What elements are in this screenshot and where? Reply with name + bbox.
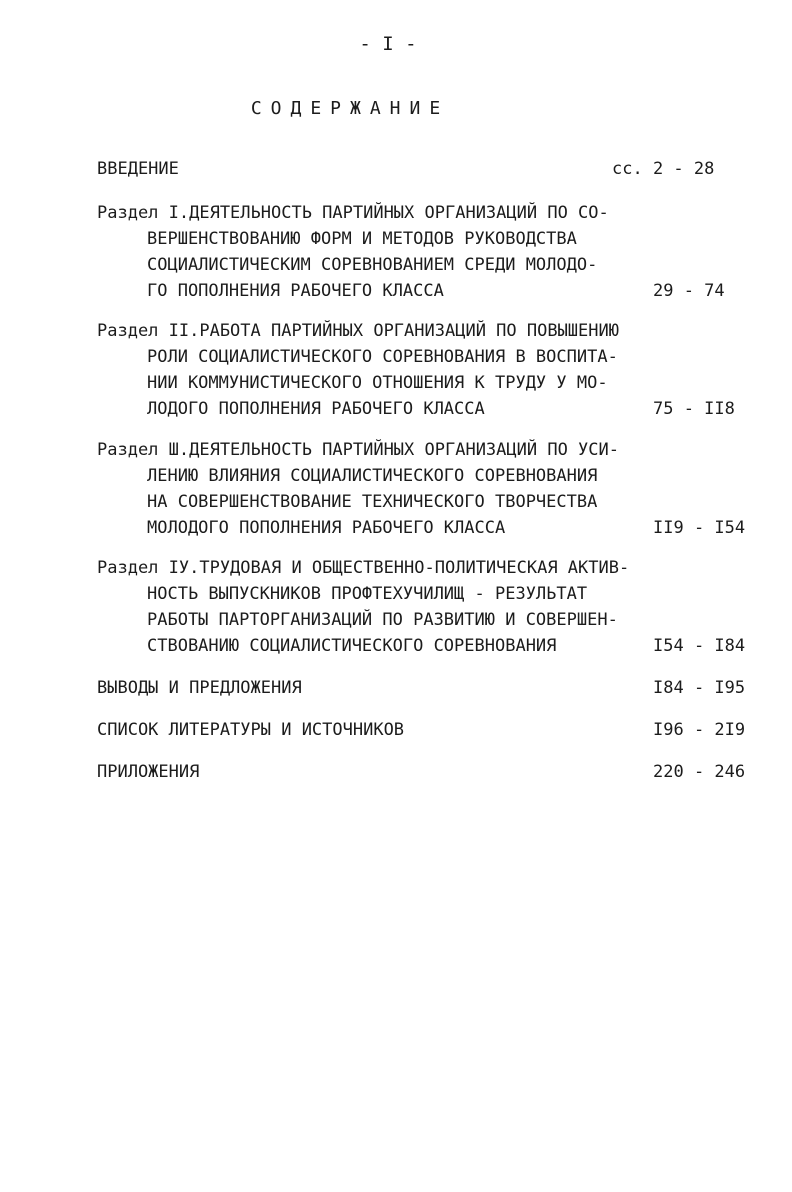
toc-entry-pages: I54 - I84 — [653, 636, 746, 656]
toc-entry-title-line: НА СОВЕРШЕНСТВОВАНИЕ ТЕХНИЧЕСКОГО ТВОРЧЕСТВА — [147, 492, 598, 512]
toc-entry-pages: 29 - 74 — [653, 281, 725, 301]
toc-entry-title-line: МОЛОДОГО ПОПОЛНЕНИЯ РАБОЧЕГО КЛАССА — [147, 518, 506, 538]
toc-entry-title-line: Раздел II.РАБОТА ПАРТИЙНЫХ ОРГАНИЗАЦИЙ ПО ПОВЫШЕНИЮ — [97, 321, 619, 341]
toc-entry-title-line: ГО ПОПОЛНЕНИЯ РАБОЧЕГО КЛАССА — [147, 281, 444, 301]
toc-entry-title-line: Раздел IУ.ТРУДОВАЯ И ОБЩЕСТВЕННО-ПОЛИТИЧЕСКАЯ АКТИВ- — [97, 558, 630, 578]
toc-entry-title-line: РОЛИ СОЦИАЛИСТИЧЕСКОГО СОРЕВНОВАНИЯ В ВОСПИТА- — [147, 347, 618, 367]
toc-entry-title-line: НОСТЬ ВЫПУСКНИКОВ ПРОФТЕХУЧИЛИЩ - РЕЗУЛЬТАТ — [147, 584, 588, 604]
toc-entry-pages: I84 - I95 — [653, 678, 746, 698]
toc-entry-pages: сс. 2 - 28 — [612, 159, 715, 179]
toc-entry-pages: II9 - I54 — [653, 518, 746, 538]
toc-entry-title-line: ПРИЛОЖЕНИЯ — [97, 762, 200, 782]
toc-entry-pages: 220 - 246 — [653, 762, 746, 782]
page-number: - I - — [359, 33, 417, 55]
toc-entry-title-line: ВЕРШЕНСТВОВАНИЮ ФОРМ И МЕТОДОВ РУКОВОДСТВА — [147, 229, 577, 249]
toc-entry-title-line: ВВЕДЕНИЕ — [97, 159, 179, 179]
toc-entry-title-line: СТВОВАНИЮ СОЦИАЛИСТИЧЕСКОГО СОРЕВНОВАНИЯ — [147, 636, 557, 656]
toc-entry-title-line: ЛОДОГО ПОПОЛНЕНИЯ РАБОЧЕГО КЛАССА — [147, 399, 485, 419]
toc-entry-title-line: Раздел I.ДЕЯТЕЛЬНОСТЬ ПАРТИЙНЫХ ОРГАНИЗАЦИЙ ПО СО- — [97, 203, 609, 223]
toc-entry-title-line: СОЦИАЛИСТИЧЕСКИМ СОРЕВНОВАНИЕМ СРЕДИ МОЛОДО- — [147, 255, 598, 275]
toc-entry-title-line: ВЫВОДЫ И ПРЕДЛОЖЕНИЯ — [97, 678, 302, 698]
toc-entry-pages: I96 - 2I9 — [653, 720, 746, 740]
page-title: СОДЕРЖАНИЕ — [250, 98, 450, 119]
toc-entry-title-line: РАБОТЫ ПАРТОРГАНИЗАЦИЙ ПО РАЗВИТИЮ И СОВЕРШЕН- — [147, 610, 618, 630]
toc-entry-title-line: НИИ КОММУНИСТИЧЕСКОГО ОТНОШЕНИЯ К ТРУДУ У МО- — [147, 373, 608, 393]
toc-entry-title-line: СПИСОК ЛИТЕРАТУРЫ И ИСТОЧНИКОВ — [97, 720, 405, 740]
toc-entry-pages: 75 - II8 — [653, 399, 735, 419]
toc-entry-title-line: ЛЕНИЮ ВЛИЯНИЯ СОЦИАЛИСТИЧЕСКОГО СОРЕВНОВАНИЯ — [147, 466, 598, 486]
toc-entry-title-line: Раздел Ш.ДЕЯТЕЛЬНОСТЬ ПАРТИЙНЫХ ОРГАНИЗАЦИЙ ПО УСИ- — [97, 440, 619, 460]
